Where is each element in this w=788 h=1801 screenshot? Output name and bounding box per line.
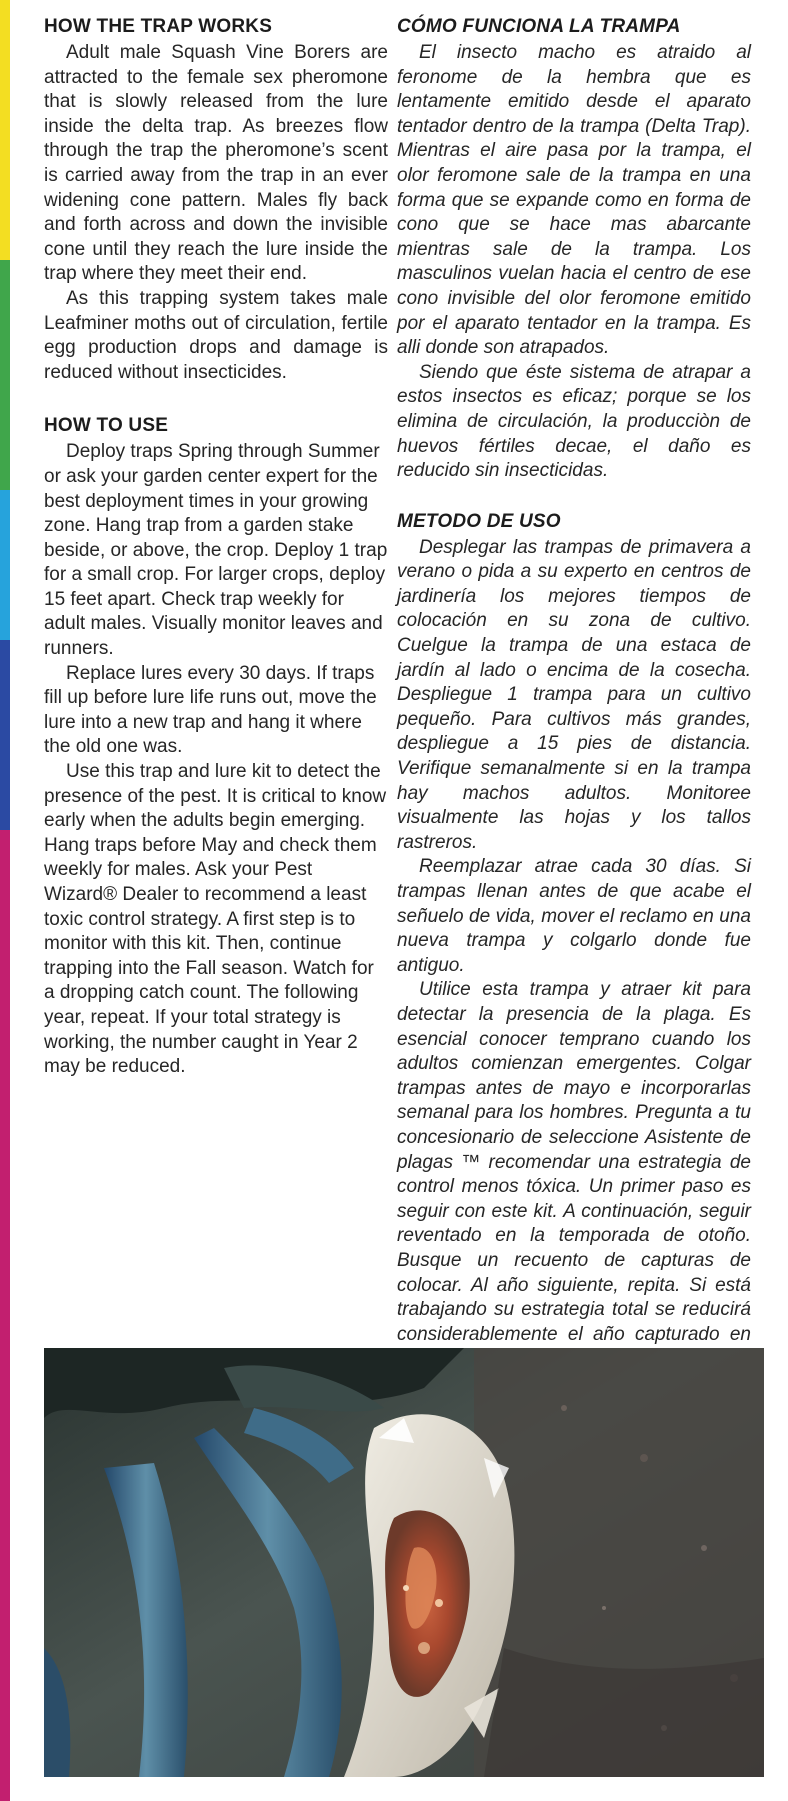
metodo-de-uso-section: [397, 509, 751, 1397]
how-to-use-heading: HOW TO USE: [44, 415, 169, 437]
como-funciona-paragraph: Siendo que éste sistema de atrapar a estos insectos es eficaz; porque se los elimina de circulación, la producciòn de huevos fértiles decae, el daño es reducido sin insecticidas.: [397, 361, 751, 482]
print-registration-strip: [0, 0, 10, 1801]
how-to-use-section: [44, 413, 388, 1079]
how-trap-works-paragraph: As this trapping system takes male Leafminer moths out of circulation, fertile egg production drops and damage is reduced without insecticides.: [44, 287, 388, 383]
registration-yellow: [0, 0, 10, 260]
registration-blue: [0, 640, 10, 830]
como-funciona-section: [397, 14, 751, 484]
how-to-use-paragraph: Deploy traps Spring through Summer or ask your garden center expert for the best deployment times in your growing zone. Hang trap from a garden stake beside, or above, the crop. Deploy 1 trap for a small crop. For larger crops, deploy 15 feet apart. Check trap weekly for adult males. Visually monitor leaves and runners.: [44, 441, 388, 660]
como-funciona-heading: CÓMO FUNCIONA LA TRAMPA: [397, 16, 681, 37]
como-funciona-paragraph: El insecto macho es atraido al feronome de la hembra que es lentamente emitido desde el aparato tentador dentro de la trampa (Delta Trap). Mientras el aire pasa por la trampa, el olor feromone sale de la trampa en una forma que se expande como en forma de cono que se hace mas abarcante mientras sale de la trampa. Los masculinos vuelan hacia el centro de ese cono invisible del olor feromone emitido por el aparato tentador en la trampa. Es alli donde son atrapados.: [397, 42, 751, 359]
how-trap-works-paragraph: Adult male Squash Vine Borers are attracted to the female sex pheromone that is slowly released from the lure inside the delta trap. As breezes flow through the trap the pheromone’s scent is carried away from the trap in an ever widening cone pattern. Males fly back and forth across and down the invisible cone until they reach the lure inside the trap where they meet their end.: [44, 42, 388, 285]
how-to-use-paragraph: Use this trap and lure kit to detect the presence of the pest. It is critical to know early when the adults begin emerging. Hang traps before May and check them weekly for males. Ask your Pest Wizard® Dealer to recommend a least toxic control strategy. A first step is to monitor with this kit. Then, continue trapping into the Fall season. Watch for a dropping catch count. The following year, repeat. If your total strategy is working, the number caught in Year 2 may be reduced.: [44, 761, 387, 1078]
how-trap-works-section: [44, 14, 388, 385]
how-trap-works-heading: HOW THE TRAP WORKS: [44, 16, 273, 37]
registration-green: [0, 260, 10, 490]
squash-stem-damage-photo: [44, 1348, 764, 1777]
metodo-de-uso-paragraph: Utilice esta trampa y atraer kit para detectar la presencia de la plaga. Es esencial conocer temprano cuando los adultos comienzan emergentes. Colgar trampas antes de mayo e incorporarlas semanal para los hombres. Pregunta a tu concesionario de seleccione Asistente de plagas ™ recomendar una estrategia de control menos tóxica. Un primer paso es seguir con este kit. A continuación, seguir reventado en la temporada de otoño. Busque un recuento de capturas de colocar. Al año siguiente, repita. Si está trabajando su estrategia total se reducirá considerablemente el año capturado en: [397, 979, 751, 1345]
spanish-column: [397, 14, 751, 1410]
registration-cyan: [0, 490, 10, 640]
how-to-use-paragraph: Replace lures every 30 days. If traps fill up before lure life runs out, move the lure into a new trap and hang it where the old one was.: [44, 662, 377, 758]
registration-magenta: [0, 830, 10, 1801]
metodo-de-uso-paragraph: Desplegar las trampas de primavera a verano o pida a su experto en centros de jardinería los mejores tiempos de colocación en su zona de cultivo. Cuelgue la trampa de una estaca de jardín al lado o encima de la cosecha. Despliegue 1 trampa para un cultivo pequeño. Para cultivos más grandes, despliegue a 15 pies de distancia. Verifique semanalmente si en la trampa hay machos adultos. Monitoree visualmente las hojas y los tallos rastreros.: [397, 536, 751, 853]
metodo-de-uso-paragraph: Reemplazar atrae cada 30 días. Si trampas llenan antes de que acabe el señuelo de vida, mover el reclamo en una nueva trampa y colgarlo donde fue antiguo.: [397, 856, 751, 976]
instruction-page: [10, 0, 788, 1801]
english-column: [44, 14, 388, 1094]
metodo-de-uso-heading: METODO DE USO: [397, 510, 561, 532]
